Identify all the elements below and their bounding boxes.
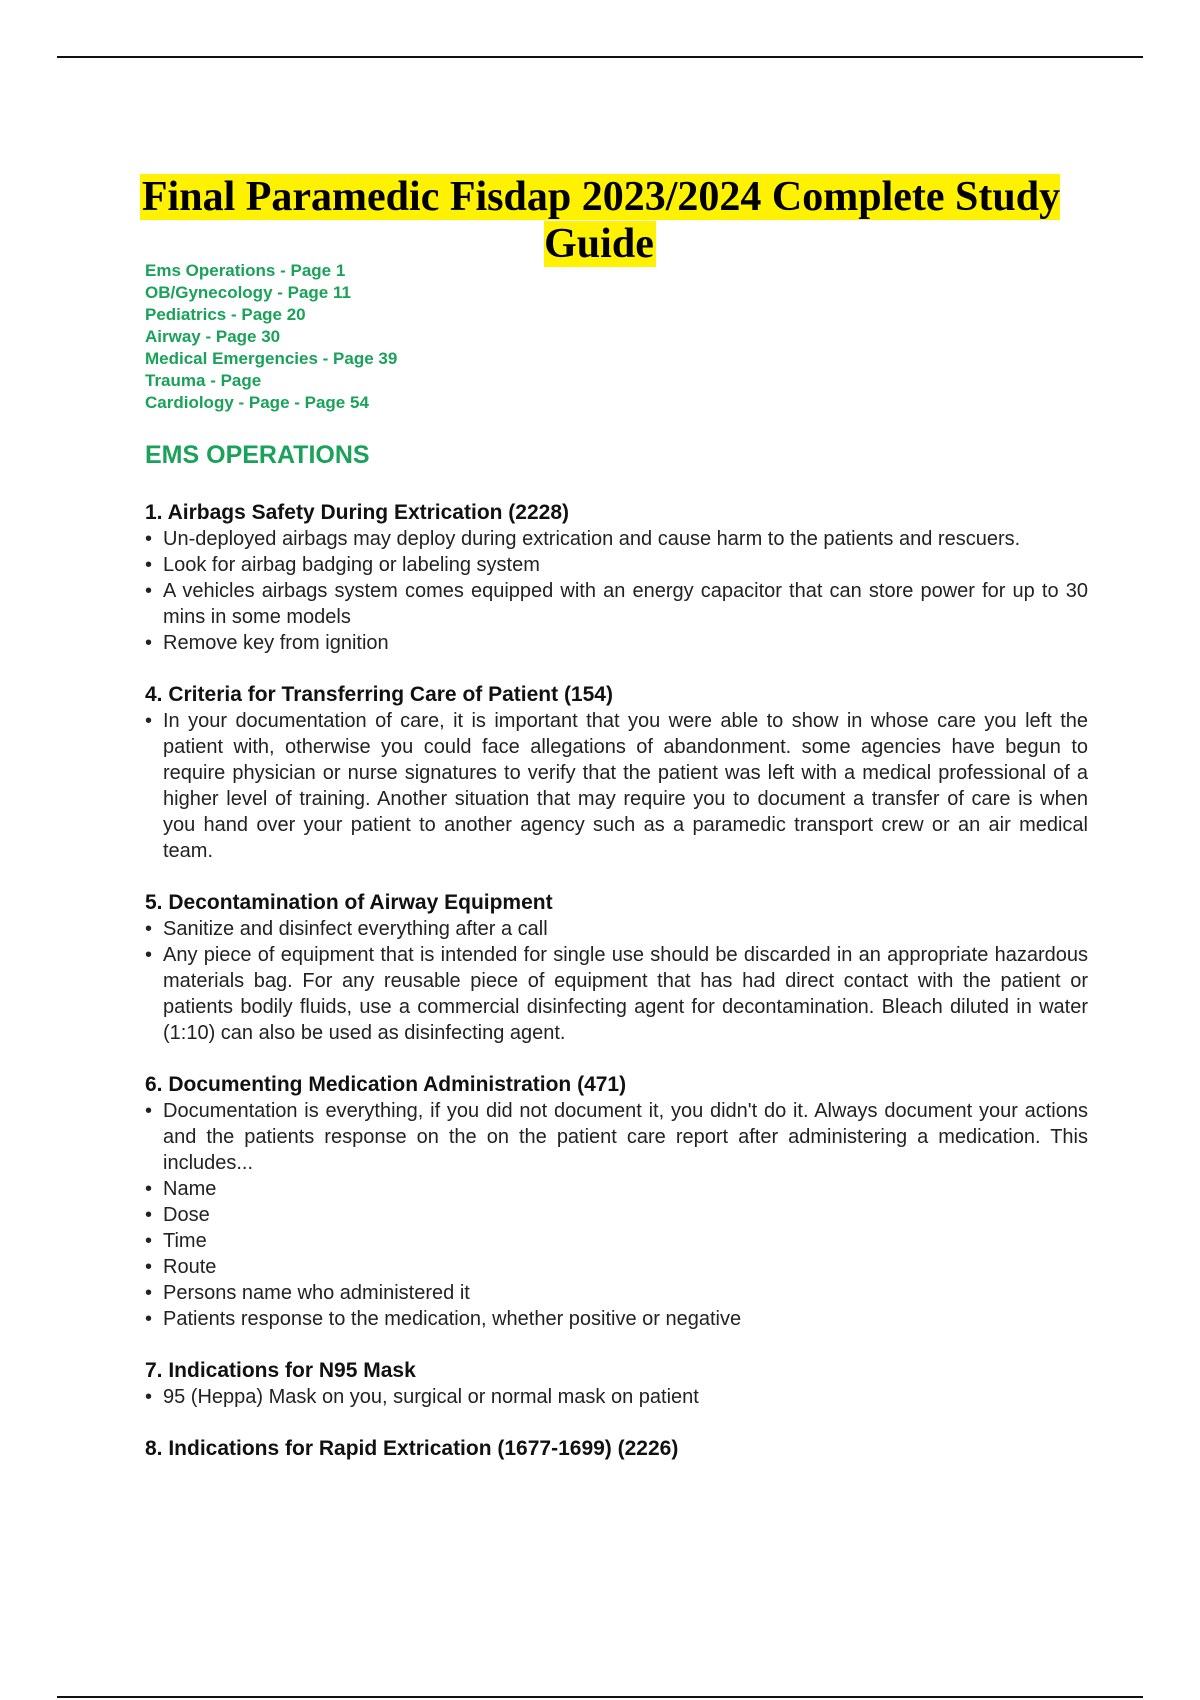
toc-item-medical-emergencies: Medical Emergencies - Page 39 (145, 349, 398, 368)
bullet-point: • Remove key from ignition (145, 630, 1088, 656)
item-heading: 5. Decontamination of Airway Equipment (145, 891, 553, 914)
sub-item: • Route (145, 1254, 1088, 1280)
bullet-list (145, 708, 1088, 864)
table-of-contents (145, 260, 397, 414)
bullet-point: • Look for airbag badging or labeling system (145, 552, 1088, 578)
bottom-rule (57, 1696, 1143, 1698)
document-title (100, 174, 1100, 268)
bullet-point: • Any piece of equipment that is intended for single use should be discarded in an appropriate hazardous materials bag. For any reusable piece of equipment that has had direct contact with the patient or patients bodily fluids, use a commercial disinfecting agent for decontamination. Bleach diluted in water (1:10) can also be used as disinfecting agent. (145, 942, 1088, 1046)
toc-item-pediatrics: Pediatrics - Page 20 (145, 305, 306, 324)
item-heading: 6. Documenting Medication Administration (471) (145, 1073, 627, 1096)
bullet-point: • Un-deployed airbags may deploy during extrication and cause harm to the patients and rescuers. (145, 526, 1088, 552)
study-item (145, 1358, 1088, 1410)
item-heading: 8. Indications for Rapid Extrication (1677-1699) (2226) (145, 1437, 679, 1460)
toc-item-ems-operations: Ems Operations - Page 1 (145, 261, 346, 280)
sub-list (145, 1176, 1088, 1332)
sub-item: • Persons name who administered it (145, 1280, 1088, 1306)
bullet-list (145, 916, 1088, 1046)
sub-item: • Time (145, 1228, 1088, 1254)
document-title-highlight: Final Paramedic Fisdap 2023/2024 Complete Study Guide (141, 174, 1061, 268)
toc-item-airway: Airway - Page 30 (145, 327, 281, 346)
bullet-list (145, 1384, 1088, 1410)
sub-item: • Dose (145, 1202, 1088, 1228)
study-item (145, 1436, 1088, 1462)
bullet-list (145, 526, 1088, 656)
bullet-point: • A vehicles airbags system comes equipped with an energy capacitor that can store power for up to 30 mins in some models (145, 578, 1088, 630)
study-item (145, 682, 1088, 864)
toc-item-ob-gynecology: OB/Gynecology - Page 11 (145, 283, 351, 302)
study-content (145, 500, 1088, 1488)
study-item (145, 1072, 1088, 1332)
item-heading: 7. Indications for N95 Mask (145, 1359, 416, 1382)
item-heading: 1. Airbags Safety During Extrication (2228) (145, 501, 570, 524)
bullet-point: • Sanitize and disinfect everything after a call (145, 916, 1088, 942)
section-heading: EMS OPERATIONS (145, 441, 370, 469)
study-item (145, 890, 1088, 1046)
bullet-list (145, 1098, 1088, 1176)
toc-item-cardiology: Cardiology - Page - Page 54 (145, 393, 369, 412)
bullet-point: • 95 (Heppa) Mask on you, surgical or normal mask on patient (145, 1384, 1088, 1410)
top-rule (57, 56, 1143, 58)
sub-item: • Name (145, 1176, 1088, 1202)
study-item (145, 500, 1088, 656)
bullet-point: • Documentation is everything, if you did not document it, you didn't do it. Always document your actions and the patients response on the on the patient care report after administering a medication. This includes... (145, 1098, 1088, 1176)
item-heading: 4. Criteria for Transferring Care of Patient (154) (145, 683, 613, 706)
toc-item-trauma: Trauma - Page (145, 371, 262, 390)
sub-item: • Patients response to the medication, whether positive or negative (145, 1306, 1088, 1332)
bullet-point: • In your documentation of care, it is important that you were able to show in whose care you left the patient with, otherwise you could face allegations of abandonment. some agencies have begun to require physician or nurse signatures to verify that the patient was left with a medical professional of a higher level of training. Another situation that may require you to document a transfer of care is when you hand over your patient to another agency such as a paramedic transport crew or an air medical team. (145, 708, 1088, 864)
